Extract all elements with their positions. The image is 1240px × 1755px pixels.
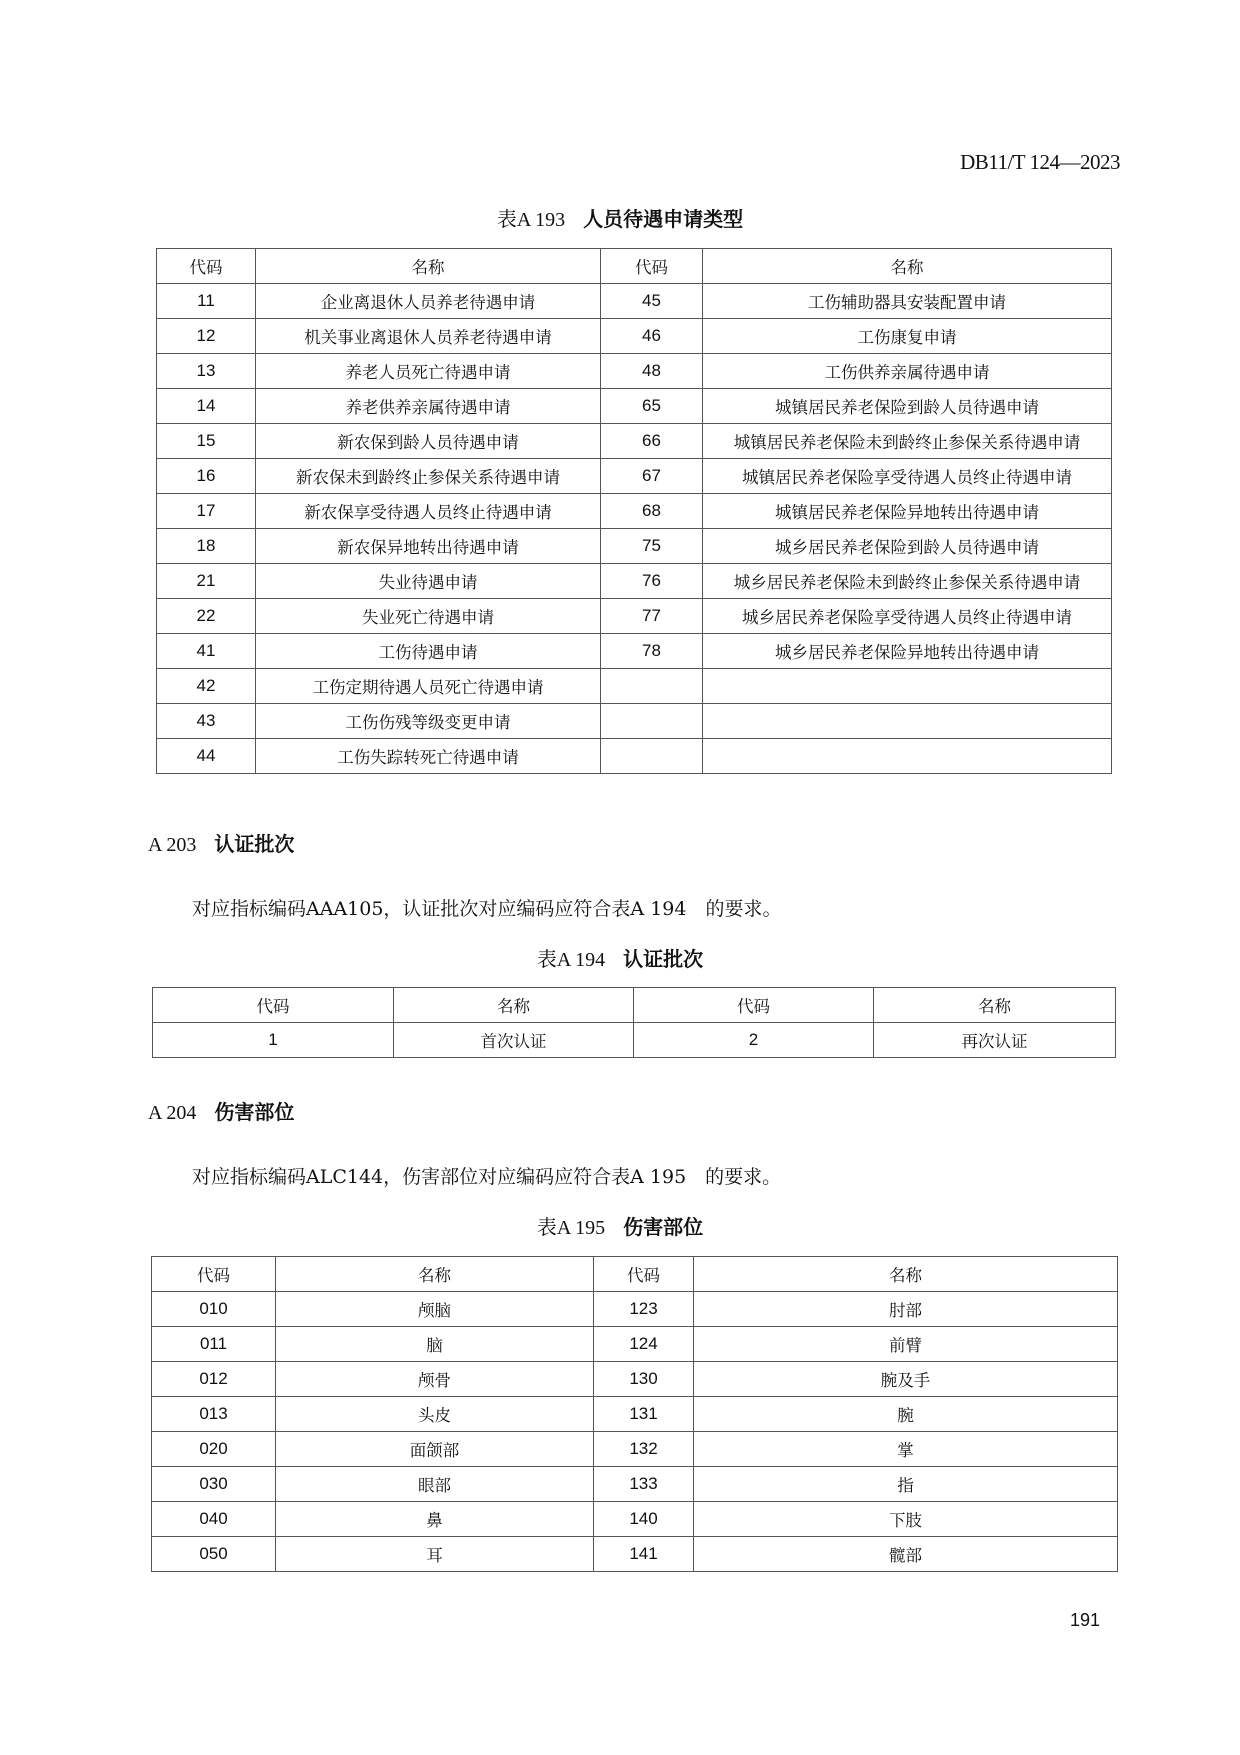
table-row	[152, 1502, 1118, 1537]
code-cell: 050	[152, 1537, 276, 1572]
code-cell: 030	[152, 1467, 276, 1502]
table-row	[157, 284, 1112, 319]
name-cell: 工伤辅助器具安装配置申请	[703, 284, 1112, 319]
name-cell: 新农保享受待遇人员终止待遇申请	[256, 494, 601, 529]
code-cell: 16	[157, 459, 256, 494]
name-cell: 工伤待遇申请	[256, 634, 601, 669]
code-cell: 2	[634, 1023, 874, 1058]
code-cell: 42	[157, 669, 256, 704]
name-cell: 头皮	[276, 1397, 594, 1432]
code-cell	[601, 704, 703, 739]
table-row	[152, 1397, 1118, 1432]
name-cell: 颅骨	[276, 1362, 594, 1397]
name-cell: 新农保异地转出待遇申请	[256, 529, 601, 564]
column-header: 代码	[157, 249, 256, 284]
name-cell: 耳	[276, 1537, 594, 1572]
code-cell: 77	[601, 599, 703, 634]
table-row	[153, 1023, 1116, 1058]
table-195-caption	[0, 1211, 1240, 1240]
name-cell: 机关事业离退休人员养老待遇申请	[256, 319, 601, 354]
name-cell: 城镇居民养老保险异地转出待遇申请	[703, 494, 1112, 529]
column-header: 代码	[152, 1257, 276, 1292]
name-cell: 城镇居民养老保险享受待遇人员终止待遇申请	[703, 459, 1112, 494]
table-row	[152, 1537, 1118, 1572]
code-cell: 18	[157, 529, 256, 564]
section-title: 认证批次	[214, 832, 295, 856]
code-cell: 43	[157, 704, 256, 739]
table-row	[157, 494, 1112, 529]
table-row	[157, 319, 1112, 354]
table-header-row	[152, 1257, 1118, 1292]
column-header: 代码	[153, 988, 394, 1023]
table-row	[152, 1432, 1118, 1467]
section-title: 伤害部位	[214, 1100, 295, 1124]
section-number: A 204	[148, 1102, 197, 1124]
section-number: A 203	[148, 834, 197, 856]
code-cell: 131	[594, 1397, 694, 1432]
code-cell: 76	[601, 564, 703, 599]
table-header-row	[153, 988, 1116, 1023]
table-row	[157, 564, 1112, 599]
table-row	[157, 739, 1112, 774]
code-cell: 15	[157, 424, 256, 459]
name-cell: 企业离退休人员养老待遇申请	[256, 284, 601, 319]
code-cell: 012	[152, 1362, 276, 1397]
name-cell: 城乡居民养老保险享受待遇人员终止待遇申请	[703, 599, 1112, 634]
name-cell: 城乡居民养老保险异地转出待遇申请	[703, 634, 1112, 669]
code-cell: 75	[601, 529, 703, 564]
code-cell: 17	[157, 494, 256, 529]
code-cell: 78	[601, 634, 703, 669]
code-cell: 013	[152, 1397, 276, 1432]
code-cell: 22	[157, 599, 256, 634]
name-cell: 腕	[694, 1397, 1118, 1432]
name-cell: 肘部	[694, 1292, 1118, 1327]
code-cell: 010	[152, 1292, 276, 1327]
table-row	[157, 354, 1112, 389]
table-row	[157, 459, 1112, 494]
table-row	[157, 529, 1112, 564]
name-cell: 工伤供养亲属待遇申请	[703, 354, 1112, 389]
table-row	[157, 389, 1112, 424]
table-number: 表A 194	[536, 949, 606, 971]
name-cell: 失业待遇申请	[256, 564, 601, 599]
name-cell: 工伤失踪转死亡待遇申请	[256, 739, 601, 774]
name-cell	[703, 669, 1112, 704]
table-194	[152, 987, 1116, 1058]
table-row	[152, 1362, 1118, 1397]
table-row	[157, 599, 1112, 634]
code-cell: 46	[601, 319, 703, 354]
table-number: 表A 195	[536, 1217, 606, 1239]
table-title: 认证批次	[623, 947, 704, 971]
name-cell: 掌	[694, 1432, 1118, 1467]
section-a204-paragraph: 对应指标编码ALC144，伤害部位对应编码应符合表A 195 的要求。	[192, 1166, 782, 1188]
code-cell: 21	[157, 564, 256, 599]
code-cell: 13	[157, 354, 256, 389]
name-cell: 髋部	[694, 1537, 1118, 1572]
name-cell: 新农保到龄人员待遇申请	[256, 424, 601, 459]
column-header: 名称	[256, 249, 601, 284]
document-code-header: DB11/T 124—2023	[960, 150, 1120, 174]
code-cell: 48	[601, 354, 703, 389]
code-cell: 45	[601, 284, 703, 319]
column-header: 代码	[634, 988, 874, 1023]
code-cell: 124	[594, 1327, 694, 1362]
name-cell: 指	[694, 1467, 1118, 1502]
code-cell: 65	[601, 389, 703, 424]
name-cell: 前臂	[694, 1327, 1118, 1362]
name-cell: 失业死亡待遇申请	[256, 599, 601, 634]
name-cell: 首次认证	[394, 1023, 634, 1058]
table-header-row	[157, 249, 1112, 284]
page-number: 191	[1070, 1610, 1101, 1630]
code-cell: 11	[157, 284, 256, 319]
table-row	[157, 669, 1112, 704]
code-cell: 123	[594, 1292, 694, 1327]
table-195	[151, 1256, 1118, 1572]
table-title: 伤害部位	[623, 1215, 704, 1239]
code-cell: 040	[152, 1502, 276, 1537]
code-cell: 130	[594, 1362, 694, 1397]
code-cell: 141	[594, 1537, 694, 1572]
code-cell: 14	[157, 389, 256, 424]
table-row	[157, 634, 1112, 669]
code-cell	[601, 739, 703, 774]
code-cell: 44	[157, 739, 256, 774]
name-cell: 工伤定期待遇人员死亡待遇申请	[256, 669, 601, 704]
code-cell: 67	[601, 459, 703, 494]
code-cell: 133	[594, 1467, 694, 1502]
code-cell: 66	[601, 424, 703, 459]
section-a203-heading	[148, 828, 294, 857]
name-cell: 腕及手	[694, 1362, 1118, 1397]
name-cell: 颅脑	[276, 1292, 594, 1327]
code-cell: 12	[157, 319, 256, 354]
name-cell: 城镇居民养老保险到龄人员待遇申请	[703, 389, 1112, 424]
name-cell: 养老人员死亡待遇申请	[256, 354, 601, 389]
table-193	[156, 248, 1112, 774]
section-a204-heading	[148, 1096, 294, 1125]
column-header: 名称	[276, 1257, 594, 1292]
code-cell: 140	[594, 1502, 694, 1537]
table-row	[157, 704, 1112, 739]
code-cell: 68	[601, 494, 703, 529]
name-cell: 工伤伤残等级变更申请	[256, 704, 601, 739]
name-cell: 城乡居民养老保险到龄人员待遇申请	[703, 529, 1112, 564]
code-cell: 020	[152, 1432, 276, 1467]
column-header: 代码	[594, 1257, 694, 1292]
name-cell: 城乡居民养老保险未到龄终止参保关系待遇申请	[703, 564, 1112, 599]
name-cell: 养老供养亲属待遇申请	[256, 389, 601, 424]
table-row	[157, 424, 1112, 459]
code-cell	[601, 669, 703, 704]
code-cell: 41	[157, 634, 256, 669]
name-cell: 眼部	[276, 1467, 594, 1502]
name-cell	[703, 739, 1112, 774]
table-194-caption	[0, 943, 1240, 972]
code-cell: 132	[594, 1432, 694, 1467]
column-header: 名称	[694, 1257, 1118, 1292]
name-cell: 脑	[276, 1327, 594, 1362]
name-cell	[703, 704, 1112, 739]
column-header: 名称	[874, 988, 1116, 1023]
code-cell: 1	[153, 1023, 394, 1058]
name-cell: 新农保未到龄终止参保关系待遇申请	[256, 459, 601, 494]
name-cell: 鼻	[276, 1502, 594, 1537]
name-cell: 工伤康复申请	[703, 319, 1112, 354]
table-193-caption	[0, 203, 1240, 232]
column-header: 代码	[601, 249, 703, 284]
table-row	[152, 1292, 1118, 1327]
name-cell: 下肢	[694, 1502, 1118, 1537]
code-cell: 011	[152, 1327, 276, 1362]
table-number: 表A 193	[496, 209, 566, 231]
name-cell: 城镇居民养老保险未到龄终止参保关系待遇申请	[703, 424, 1112, 459]
table-row	[152, 1467, 1118, 1502]
column-header: 名称	[703, 249, 1112, 284]
table-row	[152, 1327, 1118, 1362]
name-cell: 再次认证	[874, 1023, 1116, 1058]
section-a203-paragraph: 对应指标编码AAA105，认证批次对应编码应符合表A 194 的要求。	[192, 898, 782, 920]
name-cell: 面颌部	[276, 1432, 594, 1467]
column-header: 名称	[394, 988, 634, 1023]
table-title: 人员待遇申请类型	[583, 207, 744, 231]
